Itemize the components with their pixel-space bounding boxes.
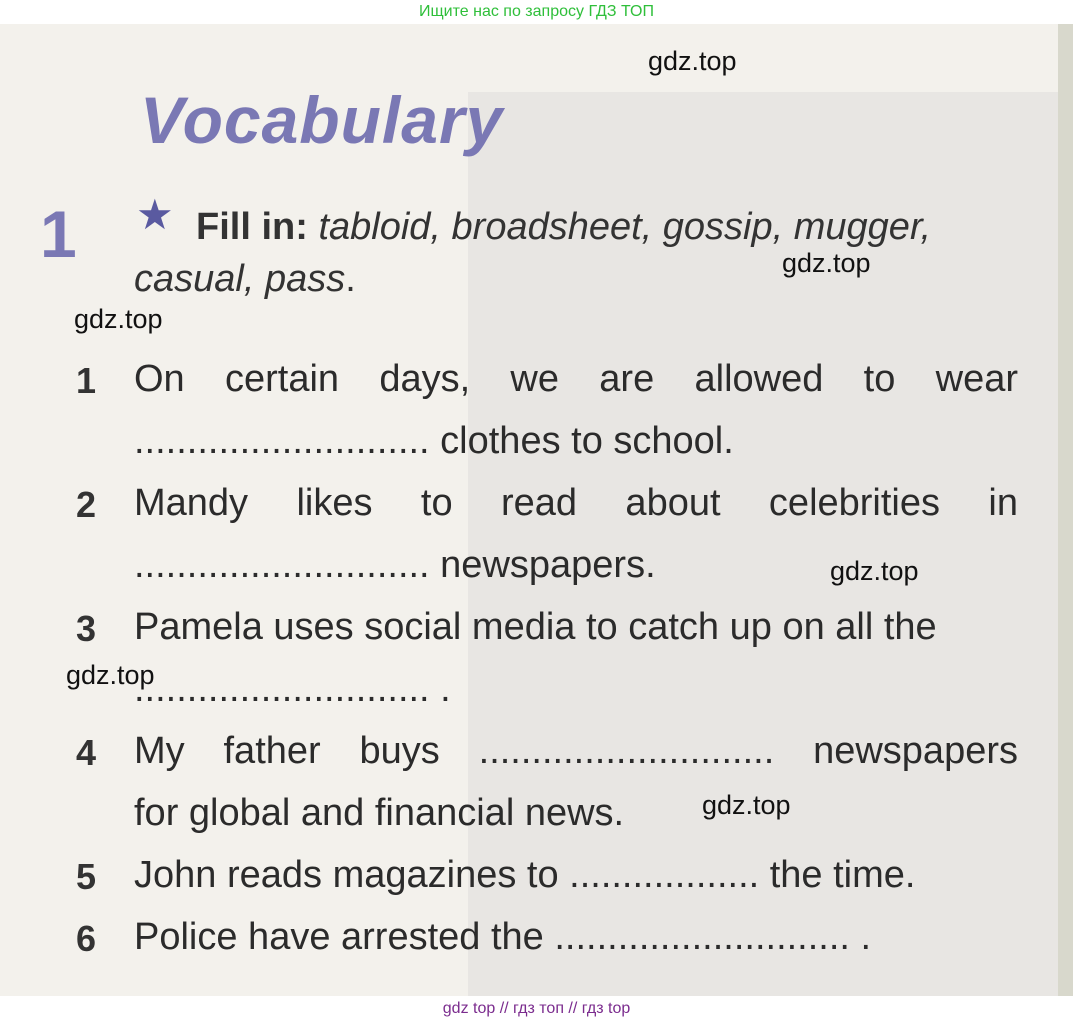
watermark: gdz.top	[782, 248, 871, 278]
item-4-line1: My father buys ............................ newspapers	[134, 730, 1018, 772]
item-2-line1: Mandy likes to read about celebrities in	[134, 482, 1018, 524]
watermark: gdz.top	[74, 304, 163, 334]
top-banner: Ищите нас по запросу ГДЗ ТОП	[419, 3, 654, 20]
item-1-line2: ............................ clothes to school.	[134, 420, 734, 462]
item-4-line2: for global and financial news.	[134, 792, 625, 834]
textbook-page	[0, 24, 1073, 996]
exercise-number: 1	[40, 197, 77, 271]
item-number: 6	[76, 918, 97, 959]
star-icon: ★	[136, 191, 174, 238]
word-list-line1: tabloid, broadsheet, gossip, mugger,	[318, 206, 932, 248]
watermark: gdz.top	[66, 660, 155, 690]
item-5-line1: John reads magazines to .................. the time.	[134, 854, 916, 896]
item-3-line1: Pamela uses social media to catch up on all the	[134, 606, 937, 648]
item-6-line1: Police have arrested the ............................ .	[134, 916, 872, 958]
item-number: 5	[76, 856, 97, 897]
item-2-line2: ............................ newspapers.	[134, 544, 656, 586]
item-number: 4	[76, 732, 97, 773]
item-number: 1	[76, 360, 97, 401]
instruction-label: Fill in:	[196, 206, 308, 248]
bottom-banner: gdz top // гдз топ // гдз top	[442, 1000, 631, 1017]
word-list-line2-container	[134, 258, 356, 301]
page-edge	[1058, 24, 1073, 996]
item-3-line2: ............................ .	[134, 668, 451, 710]
item-1-line1: On certain days, we are allowed to wear	[134, 358, 1018, 400]
watermark: gdz.top	[702, 790, 791, 820]
word-list-end: .	[345, 258, 356, 300]
item-number: 3	[76, 608, 97, 649]
watermark: gdz.top	[830, 556, 919, 586]
item-number: 2	[76, 484, 97, 525]
section-heading: Vocabulary	[140, 83, 504, 157]
word-list-line2: casual, pass	[134, 258, 346, 300]
watermark: gdz.top	[648, 46, 737, 76]
exercise-instruction	[196, 196, 1036, 258]
